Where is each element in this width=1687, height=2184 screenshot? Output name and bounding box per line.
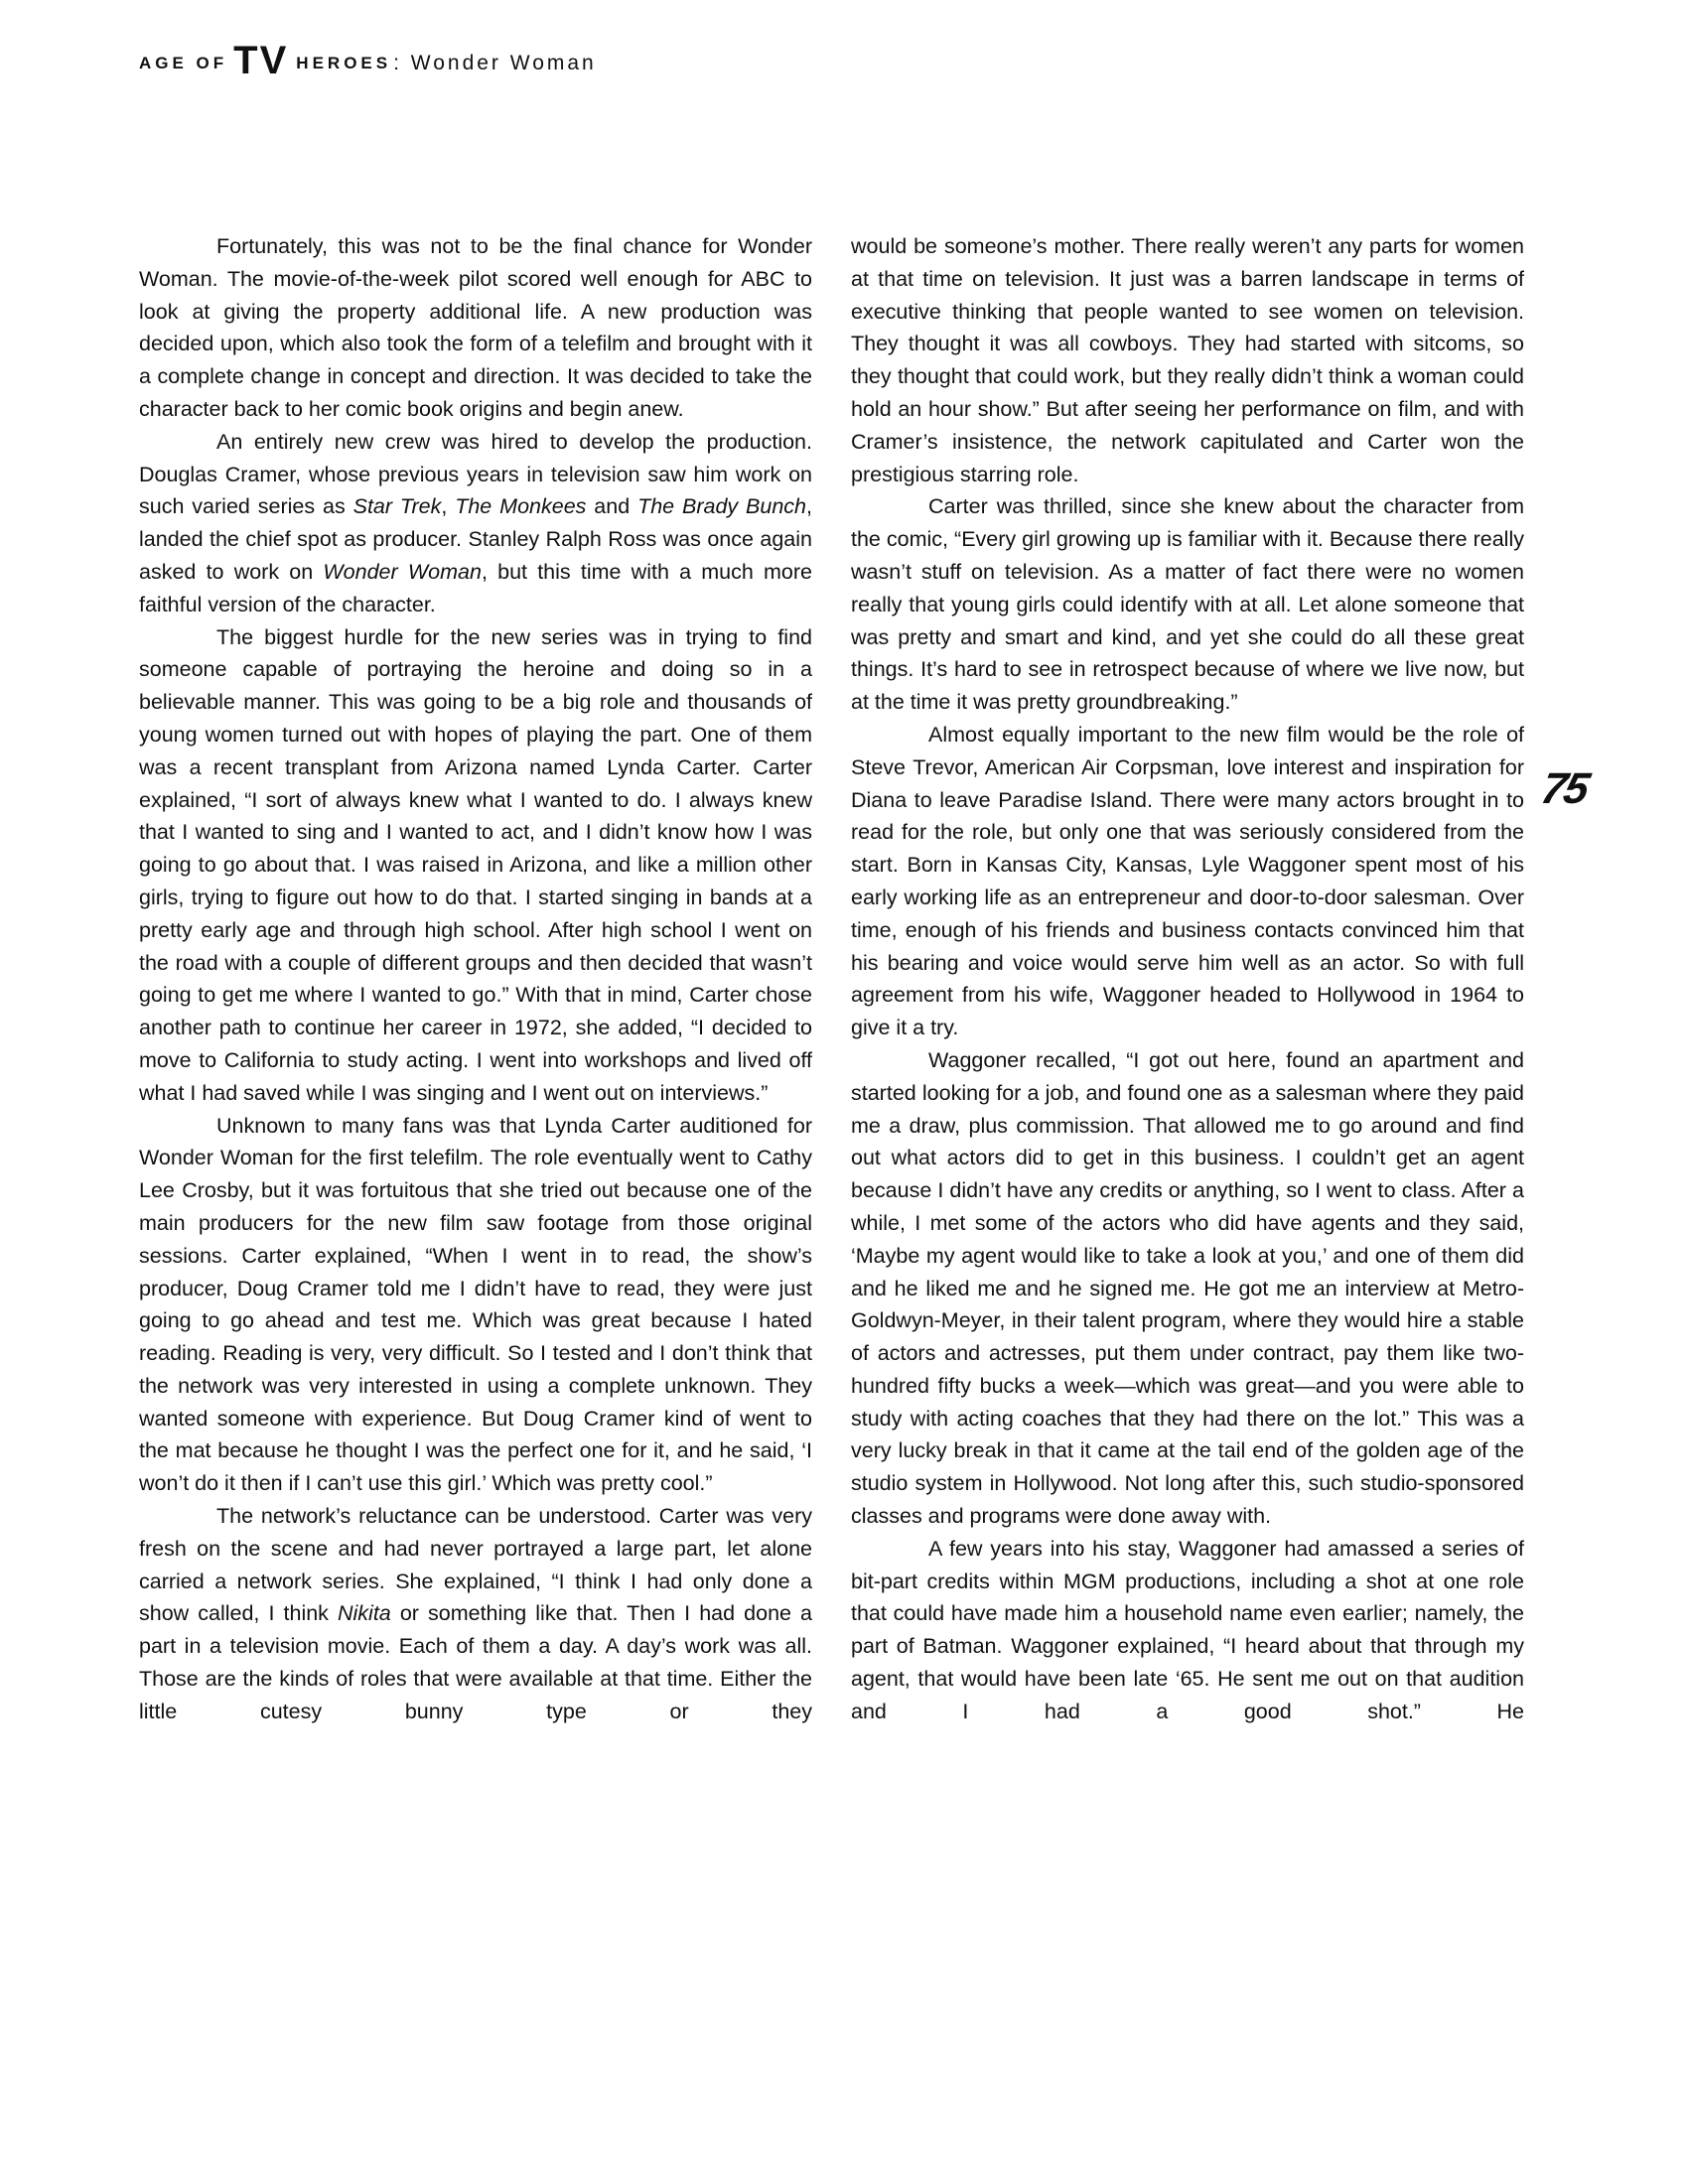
text-run: , landed the chief spot as producer. Stanley Ralph Ross was once again asked to work on [139,494,813,584]
text-run: Fortunately, this was not to be the final chance for Wonder Woman. The movie-of-the-week pilot scored well enough for ABC to look at giving the property additional life. A new production was decided upon, which also took the form of a telefilm and brought with it a complete change in concept and direction. It was decided to take the character back to her comic book origins and begin anew. [139,234,812,421]
italic-title: Nikita [338,1601,391,1626]
paragraph [851,230,1524,490]
paragraph [851,1533,1524,1728]
paragraph [139,230,812,426]
text-run: Almost equally important to the new film would be the role of Steve Trevor, American Air Corpsman, love interest and inspiration for Diana to leave Paradise Island. There were many actors brought in to read for the role, but only one that was seriously considered from the start. Born in Kansas City, Kansas, Lyle Waggoner spent most of his early working life as an entrepreneur and door-to-door salesman. Over time, enough of his friends and business contacts convinced him that his bearing and voice would serve him well as an actor. So with full agreement from his wife, Waggoner headed to Hollywood in 1964 to give it a try. [851,722,1524,1040]
paragraph [139,621,812,1110]
italic-title: The Monkees [455,494,587,519]
left-column [139,230,812,1728]
paragraph [851,490,1524,719]
text-run: and [586,494,638,519]
text-run: A few years into his stay, Waggoner had amassed a series of bit-part credits within MGM productions, including a shot at one role that could have made him a household name even earlier; namely, the part of Batman. Waggoner explained, “I heard about that through my agent, that would have been late ‘65. He sent me out on that audition and I had a good shot.” He [851,1536,1524,1723]
paragraph [139,1110,812,1501]
text-run: Unknown to many fans was that Lynda Carter auditioned for Wonder Woman for the first telefilm. The role eventually went to Cathy Lee Crosby, but it was fortuitous that she tried out because one of the main producers for the new film saw footage from those original sessions. Carter explained, “When I went in to read, the show’s producer, Doug Cramer told me I didn’t have to read, they were just going to go ahead and test me. Which was great because I hated reading. Reading is very, very difficult. So I tested and I don’t think that the network was very interested in using a complete unknown. They wanted someone with experience. But Doug Cramer kind of went to the mat because he thought I was the perfect one for it, and he said, ‘I won’t do it then if I can’t use this girl.’ Which was pretty cool.” [139,1113,812,1496]
italic-title: The Brady Bunch [637,494,807,519]
paragraph [851,719,1524,1044]
right-column [851,230,1524,1728]
text-run: , [441,494,456,519]
text-run: Carter was thrilled, since she knew about the character from the comic, “Every girl growing up is familiar with it. Because there really wasn’t stuff on television. As a matter of fact there were no women really that young girls could identify with at all. Let alone someone that was pretty and smart and kind, and yet she could do all these great things. It’s hard to see in retrospect because of where we live now, but at the time it was pretty groundbreaking.” [851,494,1524,715]
series-title-tv: TV [233,39,289,82]
series-title-suffix: HEROES [296,54,392,72]
paragraph [139,426,812,621]
text-run: The network’s reluctance can be understood. Carter was very fresh on the scene and had never portrayed a large part, let alone carried a network series. She explained, “I think I had only done a show called, I think [139,1504,812,1626]
paragraph [851,1044,1524,1533]
running-header [139,39,597,82]
series-title-prefix: AGE OF [139,54,228,72]
text-run: Waggoner recalled, “I got out here, found an apartment and started looking for a job, and found one as a salesman where they paid me a draw, plus commission. That allowed me to go around and find out what actors did to get in this business. I couldn’t get an agent because I didn’t have any credits or anything, so I went to class. After a while, I met some of the actors who did have agents and they said, ‘Maybe my agent would like to take a look at you,’ and one of them did and he liked me and he signed me. He got me an interview at Metro-Goldwyn-Meyer, in their talent program, where they would hire a stable of actors and actresses, put them under contract, pay them like two-hundred fifty bucks a week—which was great—and you were able to study with acting coaches that they had there on the lot.” This was a very lucky break in that it came at the tail end of the golden age of the studio system in Hollywood. Not long after this, such studio-sponsored classes and programs were done away with. [851,1047,1524,1529]
italic-title: Star Trek [352,494,442,519]
text-run: would be someone’s mother. There really weren’t any parts for women at that time on television. It just was a barren landscape in terms of executive thinking that people wanted to see women on television. They thought it was all cowboys. They had started with sitcoms, so they thought that could work, but they really didn’t think a woman could hold an hour show.” But after seeing her performance on film, and with Cramer’s insistence, the network capitulated and Carter won the prestigious starring role. [851,234,1524,486]
paragraph [139,1500,812,1728]
text-run: An entirely new crew was hired to develop the production. Douglas Cramer, whose previous years in television saw him work on such varied series as [139,429,812,519]
text-run: The biggest hurdle for the new series was in trying to find someone capable of portraying the heroine and doing so in a believable manner. This was going to be a big role and thousands of young women turned out with hopes of playing the part. One of them was a recent transplant from Arizona named Lynda Carter. Carter explained, “I sort of always knew what I wanted to do. I always knew that I wanted to sing and I wanted to act, and I didn’t know how I was going to go about that. I was raised in Arizona, and like a million other girls, trying to figure out how to do that. I started singing in bands at a pretty early age and through high school. After high school I went on the road with a couple of different groups and then decided that wasn’t going to get me where I wanted to go.” With that in mind, Carter chose another path to continue her career in 1972, she added, “I decided to move to California to study acting. I went into workshops and lived off what I had saved while I was singing and I went out on interviews.” [139,624,812,1105]
chapter-title: : Wonder Woman [393,52,597,74]
italic-title: Wonder Woman [323,559,482,584]
text-run: or something like that. Then I had done a part in a television movie. Each of them a day. A day’s work was all. Those are the kinds of roles that were available at that time. Either the little cutesy bunny type or they [139,1601,813,1723]
page-number: 75 [1536,764,1593,813]
text-run: , but this time with a much more faithful version of the character. [139,559,812,616]
